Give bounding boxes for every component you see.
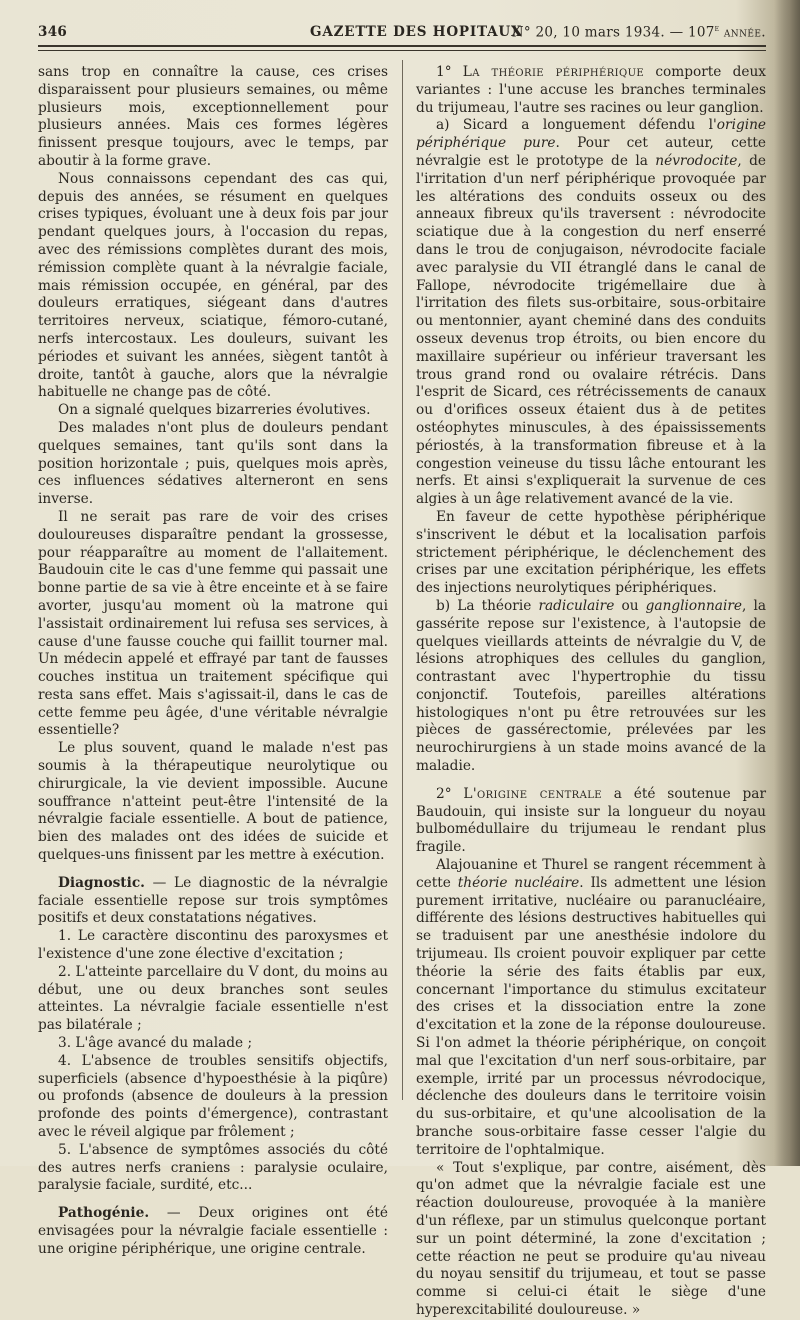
subheading-central: L'origine centrale — [463, 785, 602, 802]
pathogenie-intro: — Deux origines ont été envisagées pour la névralgie faciale essentielle : une origine périphérique, une origine centrale. — [38, 1205, 388, 1257]
page-number: 346 — [38, 24, 68, 40]
header-rule-thin — [38, 50, 766, 51]
paragraph: sans trop en connaître la cause, ces crises disparaissent pour plusieurs semaines, ou même plusieurs mois, exceptionnellement pour plusieurs années. Mais ces formes légères finissent presque toujours, avec le temps, par aboutir à la forme grave. — [38, 64, 388, 169]
paragraph: Nous connaissons cependant des cas qui, depuis des années, se résument en quelques crises typiques, évoluant une à deux fois par jour pendant quelques jours, à l'occasion du repas, avec des rémissions complètes durant des mois, rémission complète quant à la névralgie faciale, mais rémission occupée, en général, par des douleurs erratiques, siégeant dans d'autres territoires nerveux, sciatique, fémoro-cutané, nerfs intercostaux. Les douleurs, suivant les périodes et suivant les années, siègent tantôt à droite, tantôt à gauche, alors que la névralgie habituelle ne change pas de côté. — [38, 170, 388, 401]
paragraph: Des malades n'ont plus de douleurs pendant quelques semaines, tant qu'ils sont dans la position horizontale ; puis, quelques mois après, ces influences sédatives alterneront en sens inverse. — [38, 419, 388, 508]
running-header — [38, 22, 766, 44]
list-item: 4. L'absence de troubles sensitifs objectifs, superficiels (absence d'hypoesthésie à la piqûre) ou profonds (absence de douleurs à la pression profonde des points d'émergence), contrastant avec le réveil algique par frôlement ; — [38, 1052, 388, 1141]
page-edge-shadow — [774, 0, 800, 1166]
paragraph — [416, 117, 766, 509]
paragraph — [416, 598, 766, 776]
section-heading-pathogenie: Pathogénie. — [58, 1205, 150, 1222]
list-item: 1. Le caractère discontinu des paroxysmes et l'existence d'une zone élective d'excitation ; — [38, 928, 388, 963]
paragraph: Le plus souvent, quand le malade n'est pas soumis à la thérapeutique neurolytique ou chirurgicale, la vie devient impossible. Aucune souffrance n'atteint peut-être l'intensité de la névralgie faciale essentielle. A bout de patience, bien des malades ont des idées de suicide et quelques-uns finissent par les mettre à exécution. — [38, 740, 388, 864]
text: . Pour cet auteur, cette névralgie est le prototype de la — [416, 135, 767, 169]
diagnostic-section — [38, 875, 388, 928]
issue-text: N° 20, 10 mars 1934. — 107 — [511, 24, 715, 41]
journal-title: GAZETTE DES HOPITAUX — [310, 24, 523, 40]
text: , la gassérite repose sur l'existence, à l'autopsie de quelques vieillards atteints de névralgie du V, de lésions atrophiques des cellules du ganglion, contrastant avec l'hypertrophie du tissu conjonctif. Toutefois, pareilles altérations histologiques n'ont pu être retrouvées sur les pièces de gassérectomie, prélevées par les neurochirurgiens à un stade moins avancé de la maladie. — [416, 597, 766, 775]
text: a été soutenue par Baudouin, qui insiste sur la longueur du noyau bulbomédullaire du trijumeau le rendant plus fragile. — [416, 785, 766, 856]
paragraph — [416, 786, 766, 857]
list-item: 5. L'absence de symptômes associés du côté des autres nerfs craniens : paralysie oculaire, paralysie faciale, surdité, etc... — [38, 1141, 388, 1194]
paragraph: En faveur de cette hypothèse périphérique s'inscrivent le début et la localisation parfois strictement périphérique, le déclenchement des crises par une excitation périphérique, les effets des injections neurolytiques périphériques. — [416, 508, 766, 597]
paragraph — [416, 64, 766, 117]
item-number: 2° — [436, 785, 464, 802]
italic-term: névrodocite — [655, 152, 738, 169]
header-rule-thick — [38, 45, 766, 47]
paragraph: Il ne serait pas rare de voir des crises douloureuses disparaître pendant la grossesse, pour réapparaître au moment de l'allaitement. Baudouin cite le cas d'une femme qui passait une bonne partie de sa vie à être enceinte et à se faire avorter, jusqu'au moment où la matrone qui l'assistait ordinairement lui refusa ses services, à cause d'une fausse couche qui faillit tourner mal. Un médecin appelé et effrayé par tant de fausses couches institua un traitement spécifique qui resta sans effet. Mais s'agissait-il, dans le cas de cette femme peu âgée, d'une véritable névralgie essentielle? — [38, 508, 388, 739]
issue-year: année. — [723, 24, 766, 41]
italic-term: théorie nucléaire — [457, 874, 580, 891]
issue-superscript: e — [714, 24, 720, 34]
text: comporte deux variantes : l'une accuse les branches terminales du trijumeau, l'autre ses racines ou leur ganglion. — [416, 64, 767, 116]
text: Alajouanine et Thurel se rangent récemment à cette — [416, 857, 766, 891]
italic-term: ganglionnaire — [645, 597, 742, 614]
italic-term: origine périphérique pure — [416, 117, 766, 152]
text: b) La théorie — [436, 597, 539, 614]
section-heading-diagnostic: Diagnostic. — [58, 874, 145, 891]
item-number: 1° — [436, 64, 463, 80]
column-divider — [402, 60, 403, 1100]
text: ou — [614, 597, 646, 614]
subheading-peripheral: La théorie périphérique — [462, 64, 645, 80]
issue-info — [512, 24, 766, 41]
text: . Ils admettent une lésion purement irritative, nucléaire ou paranucléaire, différente des lésions destructives habituelles qui se traduisent par une anesthésie indolore du trijumeau. Ils croient pouvoir expliquer par cette théorie la série des faits établis par eux, concernant l'importance du stimulus excitateur des crises et la dissociation entre la zone d'excitation et la zone de la réponse douloureuse. Si l'on admet la théorie périphérique, on conçoit mal que l'excitation d'un nerf sous-orbitaire, par exemple, irrité par un processus névrodocique, déclenche des douleurs dans le territoire voisin du sus-orbitaire, et qu'une alcoolisation de la branche sous-orbitaire fasse cesser l'algie du territoire de l'ophtalmique. — [416, 874, 767, 1158]
text: , de l'irritation d'un nerf périphérique provoquée par les altérations des conduits osseux ou des anneaux fibreux qu'ils traversent : névrodocite sciatique due à la congestion du nerf enserré dans le trou de conjugaison, névrodocite faciale avec paralysie du VII étranglé dans le canal de Fallope, névrodocite trigémellaire due à l'irritation des filets sus-orbitaire, sous-orbitaire ou mentonnier, ayant cheminé dans des conduits osseux devenus trop étroits, ou bien encore du maxillaire supérieur ou inférieur traversant les trous grand rond ou ovalaire rétrécis. Dans l'esprit de Sicard, ces rétrécissements de canaux ou d'orifices osseux étaient dus à de petites ostéophytes minuscules, à des épaississements périostés, à la transformation fibreuse et à la congestion veineuse du tissu lâche entourant les nerfs. Et ainsi s'expliquerait la survenue de ces algies à un âge relativement avancé de la vie. — [416, 152, 766, 508]
left-column — [38, 64, 388, 1257]
diagnostic-intro: — Le diagnostic de la névralgie faciale essentielle repose sur trois symptômes positifs et deux constatations négatives. — [38, 874, 388, 927]
list-item: 2. L'atteinte parcellaire du V dont, du moins au début, une ou deux branches sont seules atteintes. La névralgie faciale essentielle n'est pas bilatérale ; — [38, 963, 388, 1034]
list-item: 3. L'âge avancé du malade ; — [58, 1035, 253, 1052]
pathogenie-section — [38, 1205, 388, 1258]
quotation: « Tout s'explique, par contre, aisément, dès qu'on admet que la névralgie faciale est une réaction douloureuse, provoquée à la manière d'un réflexe, par un stimulus quelconque portant sur un point déterminé, la zone d'excitation ; cette réaction ne peut se produire qu'au niveau du noyau sensitif du trijumeau, et tout se passe comme si celui-ci était le siège d'une hyperexcitabilité douloureuse. » — [416, 1159, 766, 1318]
paragraph — [416, 857, 766, 1160]
paragraph: On a signalé quelques bizarreries évolutives. — [58, 402, 371, 419]
right-column — [416, 64, 767, 1318]
text: a) Sicard a longuement défendu l' — [436, 117, 717, 134]
italic-term: radiculaire — [538, 597, 615, 614]
